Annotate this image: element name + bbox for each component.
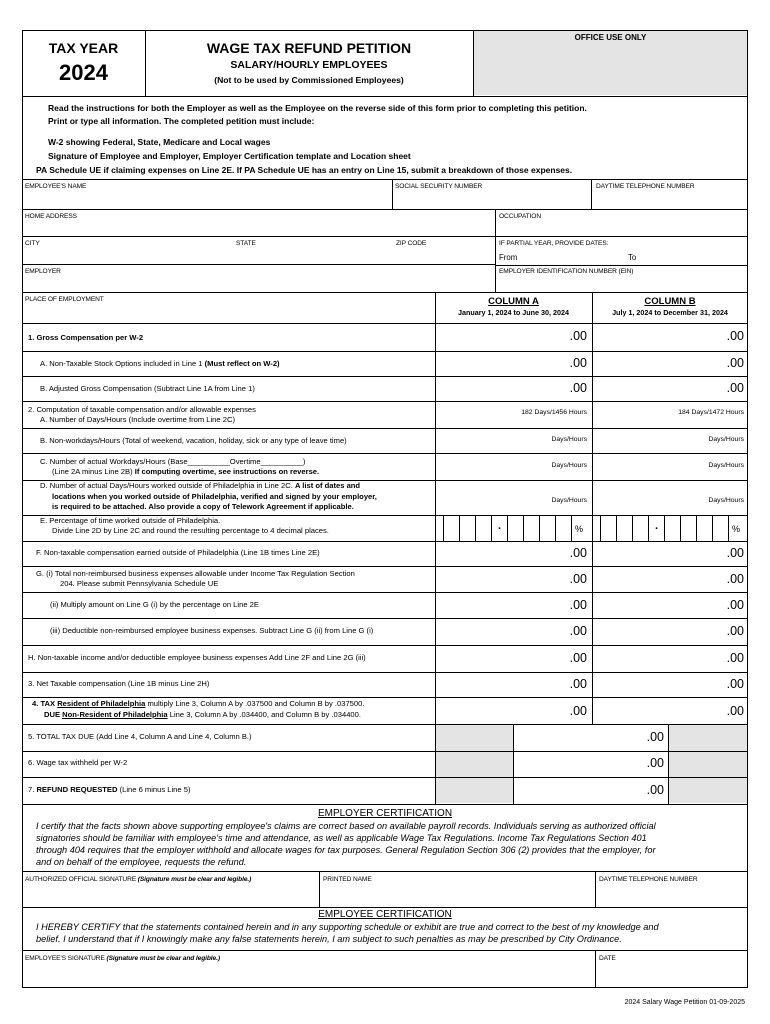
line-1b-label: B. Adjusted Gross Compensation (Subtract Line 1A from Line 1) bbox=[40, 384, 255, 393]
home-address-field[interactable]: HOME ADDRESS bbox=[25, 213, 77, 220]
line-2g1-label: G. (i) Total non-reimbursed business expenses allowable under Income Tax Regulation Section bbox=[36, 569, 355, 578]
decimal-point: . bbox=[498, 520, 502, 532]
divider bbox=[22, 672, 748, 673]
line-2f-label: F. Non-taxable compensation earned outside of Philadelphia (Line 1B times Line 2E) bbox=[36, 548, 320, 557]
line-2f-col-b[interactable]: .00 bbox=[726, 546, 744, 560]
employee-signature-field[interactable]: EMPLOYEE'S SIGNATURE (Signature must be clear and legible.) bbox=[25, 955, 220, 962]
line-5-label: 5. TOTAL TAX DUE (Add Line 4, Column A and Line 4, Column B.) bbox=[28, 732, 252, 741]
line-2d-label: D. Number of actual Days/Hours worked outside of Philadelphia in Line 2C. A list of dates and bbox=[40, 481, 361, 490]
line-4-resident: 4. TAX Resident of Philadelphia multiply Line 3, Column A by .037500 and Column B by .037500. bbox=[32, 699, 365, 708]
line-2c-label: C. Number of actual Workdays/Hours (Base__________Overtime__________) bbox=[40, 457, 306, 466]
divider bbox=[668, 724, 669, 804]
occupation-field[interactable]: OCCUPATION bbox=[499, 213, 541, 220]
line-2f-col-a[interactable]: .00 bbox=[569, 546, 587, 560]
divider bbox=[22, 323, 748, 324]
employer-cert-title: EMPLOYER CERTIFICATION bbox=[317, 808, 453, 819]
divider bbox=[22, 376, 748, 377]
employee-name-field[interactable]: EMPLOYEE'S NAME bbox=[25, 183, 87, 190]
line-2h-col-a[interactable]: .00 bbox=[569, 651, 587, 665]
divider bbox=[319, 871, 320, 907]
divider bbox=[22, 292, 748, 293]
phone-field[interactable]: DAYTIME TELEPHONE NUMBER bbox=[596, 183, 695, 190]
divider bbox=[595, 950, 596, 988]
divider bbox=[22, 209, 748, 210]
line-2d-note: is required to be attached. Also provide a copy of Telework Agreement if applicable. bbox=[52, 502, 354, 511]
divider bbox=[435, 724, 436, 804]
line-2g2-col-a[interactable]: .00 bbox=[569, 598, 587, 612]
line-2e-note: Divide Line 2D by Line 2C and round the resulting percentage to 4 decimal places. bbox=[52, 526, 329, 535]
form-title: WAGE TAX REFUND PETITION bbox=[206, 40, 412, 56]
line-2g3-col-a[interactable]: .00 bbox=[569, 624, 587, 638]
divider bbox=[22, 804, 748, 805]
office-use-label: OFFICE USE ONLY bbox=[574, 33, 647, 42]
line-2h-label: H. Non-taxable income and/or deductible employee business expenses Add Line 2F and Line 2G (iii) bbox=[28, 653, 366, 662]
line-3-col-a[interactable]: .00 bbox=[569, 677, 587, 691]
column-a-title: COLUMN A bbox=[488, 296, 539, 307]
divider bbox=[22, 566, 748, 567]
instruction-item: W-2 showing Federal, State, Medicare and Local wages bbox=[48, 137, 271, 147]
line-2a-label: A. Number of Days/Hours (Include overtime from Line 2C) bbox=[40, 415, 235, 424]
shaded-area bbox=[668, 725, 747, 803]
employer-cert-text: signatories should be familiar with employee's time and attendance, as well as applicable Wage Tax Regulations. Income Tax Regulations Section 401 bbox=[36, 833, 647, 843]
line-2a-col-b[interactable]: 184 Days/1472 Hours bbox=[678, 409, 744, 416]
divider bbox=[22, 777, 748, 778]
divider bbox=[22, 453, 748, 454]
line-2g3-col-b[interactable]: .00 bbox=[726, 624, 744, 638]
instruction-line: Read the instructions for both the Employer as well as the Employee on the reverse side of this form prior to completing this petition. bbox=[48, 103, 587, 113]
line-1a-col-b[interactable]: .00 bbox=[726, 356, 744, 370]
column-b-dates: July 1, 2024 to December 31, 2024 bbox=[612, 308, 728, 317]
percent-sign: % bbox=[732, 524, 741, 534]
line-2g1-col-b[interactable]: .00 bbox=[726, 572, 744, 586]
divider bbox=[22, 592, 748, 593]
employer-cert-text: through 404 requires that the employer withhold and allocate wages for tax purposes. General Regulation Section 306 (2) provides that the employer, for bbox=[36, 845, 656, 855]
printed-name-field[interactable]: PRINTED NAME bbox=[323, 876, 372, 883]
line-7-amount[interactable]: .00 bbox=[646, 783, 664, 797]
line-2b-col-a[interactable]: Days/Hours bbox=[551, 436, 587, 443]
divider bbox=[495, 265, 748, 266]
line-2b-label: B. Non-workdays/Hours (Total of weekend, vacation, holiday, sick or any type of leave time) bbox=[40, 436, 347, 445]
form-subtitle: SALARY/HOURLY EMPLOYEES bbox=[230, 59, 388, 71]
divider bbox=[22, 428, 748, 429]
divider bbox=[22, 697, 748, 698]
divider bbox=[22, 264, 495, 265]
from-date-field[interactable]: From bbox=[499, 253, 518, 262]
line-2c-note: (Line 2A minus Line 2B) If computing overtime, see instructions on reverse. bbox=[52, 467, 320, 476]
line-1-col-a[interactable]: .00 bbox=[569, 329, 587, 343]
line-6-amount[interactable]: .00 bbox=[646, 756, 664, 770]
line-2d-col-b[interactable]: Days/Hours bbox=[708, 497, 744, 504]
divider bbox=[495, 209, 496, 292]
divider bbox=[22, 724, 748, 725]
divider bbox=[22, 179, 748, 180]
line-1b-col-a[interactable]: .00 bbox=[569, 381, 587, 395]
divider bbox=[591, 179, 592, 209]
employer-cert-text: I certify that the facts shown above supporting employee's claims are correct based on available payroll records. Individuals serving as authorized official bbox=[36, 821, 656, 831]
percent-sign: % bbox=[575, 524, 584, 534]
line-2d-note: locations when you worked outside of Philadelphia, verified and signed by your employer, bbox=[52, 492, 377, 501]
line-3-label: 3. Net Taxable compensation (Line 1B minus Line 2H) bbox=[28, 679, 210, 688]
line-2g2-label: (ii) Multiply amount on Line G (i) by the percentage on Line 2E bbox=[50, 600, 259, 609]
state-field[interactable]: STATE bbox=[236, 240, 256, 247]
line-5-amount[interactable]: .00 bbox=[646, 730, 664, 744]
city-field[interactable]: CITY bbox=[25, 240, 40, 247]
employer-phone-field[interactable]: DAYTIME TELEPHONE NUMBER bbox=[599, 876, 698, 883]
shaded-area bbox=[436, 725, 513, 803]
line-4-col-b[interactable]: .00 bbox=[726, 704, 744, 718]
instruction-item: Signature of Employee and Employer, Employer Certification template and Location sheet bbox=[48, 151, 411, 161]
line-2g2-col-b[interactable]: .00 bbox=[726, 598, 744, 612]
decimal-point: . bbox=[655, 520, 659, 532]
instruction-line: Print or type all information. The completed petition must include: bbox=[48, 116, 315, 126]
line-1b-col-b[interactable]: .00 bbox=[726, 381, 744, 395]
line-4-col-a[interactable]: .00 bbox=[569, 704, 587, 718]
divider bbox=[22, 96, 748, 97]
divider bbox=[22, 645, 748, 646]
line-2e-col-a-digits[interactable] bbox=[443, 515, 589, 541]
column-a-dates: January 1, 2024 to June 30, 2024 bbox=[457, 308, 570, 317]
footer-version: 2024 Salary Wage Petition 01-09-2025 bbox=[624, 999, 745, 1006]
divider bbox=[22, 871, 748, 872]
divider bbox=[22, 541, 748, 542]
divider bbox=[22, 401, 748, 402]
employee-cert-title: EMPLOYEE CERTIFICATION bbox=[318, 909, 452, 920]
line-2g1-note: 204. Please submit Pennsylvania Schedule UE bbox=[60, 579, 219, 588]
ssn-field[interactable]: SOCIAL SECURITY NUMBER bbox=[395, 183, 483, 190]
partial-year-label: IF PARTIAL YEAR, PROVIDE DATES: bbox=[499, 240, 609, 247]
zip-field[interactable]: ZIP CODE bbox=[396, 240, 427, 247]
line-1-label: 1. Gross Compensation per W-2 bbox=[28, 333, 144, 342]
line-7-label: 7. REFUND REQUESTED (Line 6 minus Line 5) bbox=[28, 785, 191, 794]
date-field[interactable]: DATE bbox=[599, 955, 616, 962]
divider bbox=[22, 907, 748, 908]
line-2-label: 2. Computation of taxable compensation and/or allowable expenses bbox=[28, 405, 256, 414]
line-1-col-b[interactable]: .00 bbox=[726, 329, 744, 343]
line-2e-label: E. Percentage of time worked outside of Philadelphia. bbox=[40, 516, 221, 525]
divider bbox=[595, 871, 596, 907]
employee-cert-text: belief. I understand that if I knowingly make any false statements herein, I am subject to such penalties as may be prescribed by City Ordinance. bbox=[36, 934, 622, 944]
line-2g3-label: (iii) Deductible non-reimbursed employee business expenses. Subtract Line G (ii) from Line G (i) bbox=[50, 626, 374, 635]
line-2d-col-a[interactable]: Days/Hours bbox=[551, 497, 587, 504]
line-2c-col-b[interactable]: Days/Hours bbox=[708, 462, 744, 469]
line-2h-col-b[interactable]: .00 bbox=[726, 651, 744, 665]
divider bbox=[22, 751, 748, 752]
line-4-nonresident: DUE Non-Resident of Philadelphia Line 3, Column A by .034400, and Column B by .034400. bbox=[44, 710, 361, 719]
line-6-label: 6. Wage tax withheld per W-2 bbox=[28, 758, 128, 767]
line-1a-col-a[interactable]: .00 bbox=[569, 356, 587, 370]
employer-signature-field[interactable]: AUTHORIZED OFFICIAL SIGNATURE (Signature must be clear and legible.) bbox=[25, 876, 252, 883]
line-2a-col-a[interactable]: 182 Days/1456 Hours bbox=[521, 409, 587, 416]
line-2c-col-a[interactable]: Days/Hours bbox=[551, 462, 587, 469]
divider bbox=[22, 950, 748, 951]
divider bbox=[22, 236, 748, 237]
employer-field[interactable]: EMPLOYER bbox=[25, 268, 61, 275]
to-date-field[interactable]: To bbox=[628, 253, 637, 262]
ein-field[interactable]: EMPLOYER IDENTIFICATION NUMBER (EIN) bbox=[499, 268, 634, 275]
form-note: (Not to be used by Commissioned Employees) bbox=[214, 75, 404, 85]
employee-cert-text: I HEREBY CERTIFY that the statements contained herein and in any supporting schedule or exhibit are true and correct to the best of my knowledge and bbox=[36, 922, 659, 932]
line-2b-col-b[interactable]: Days/Hours bbox=[708, 436, 744, 443]
line-1a-label: A. Non-Taxable Stock Options included in Line 1 (Must reflect on W-2) bbox=[40, 359, 280, 368]
divider bbox=[392, 179, 393, 209]
line-2g1-col-a[interactable]: .00 bbox=[569, 572, 587, 586]
line-2e-col-b-digits[interactable] bbox=[600, 515, 746, 541]
divider bbox=[22, 351, 748, 352]
place-of-employment-field[interactable]: PLACE OF EMPLOYMENT bbox=[25, 296, 104, 303]
line-3-col-b[interactable]: .00 bbox=[726, 677, 744, 691]
column-b-title: COLUMN B bbox=[644, 296, 696, 307]
divider bbox=[22, 618, 748, 619]
tax-year-label: TAX YEAR bbox=[48, 40, 119, 56]
tax-year: 2024 bbox=[59, 60, 108, 85]
instruction-item: PA Schedule UE if claiming expenses on Line 2E. If PA Schedule UE has an entry on Line 15, submit a breakdown of those expenses. bbox=[36, 165, 573, 175]
employer-cert-text: and on behalf of the employee, requests the refund. bbox=[36, 857, 247, 867]
